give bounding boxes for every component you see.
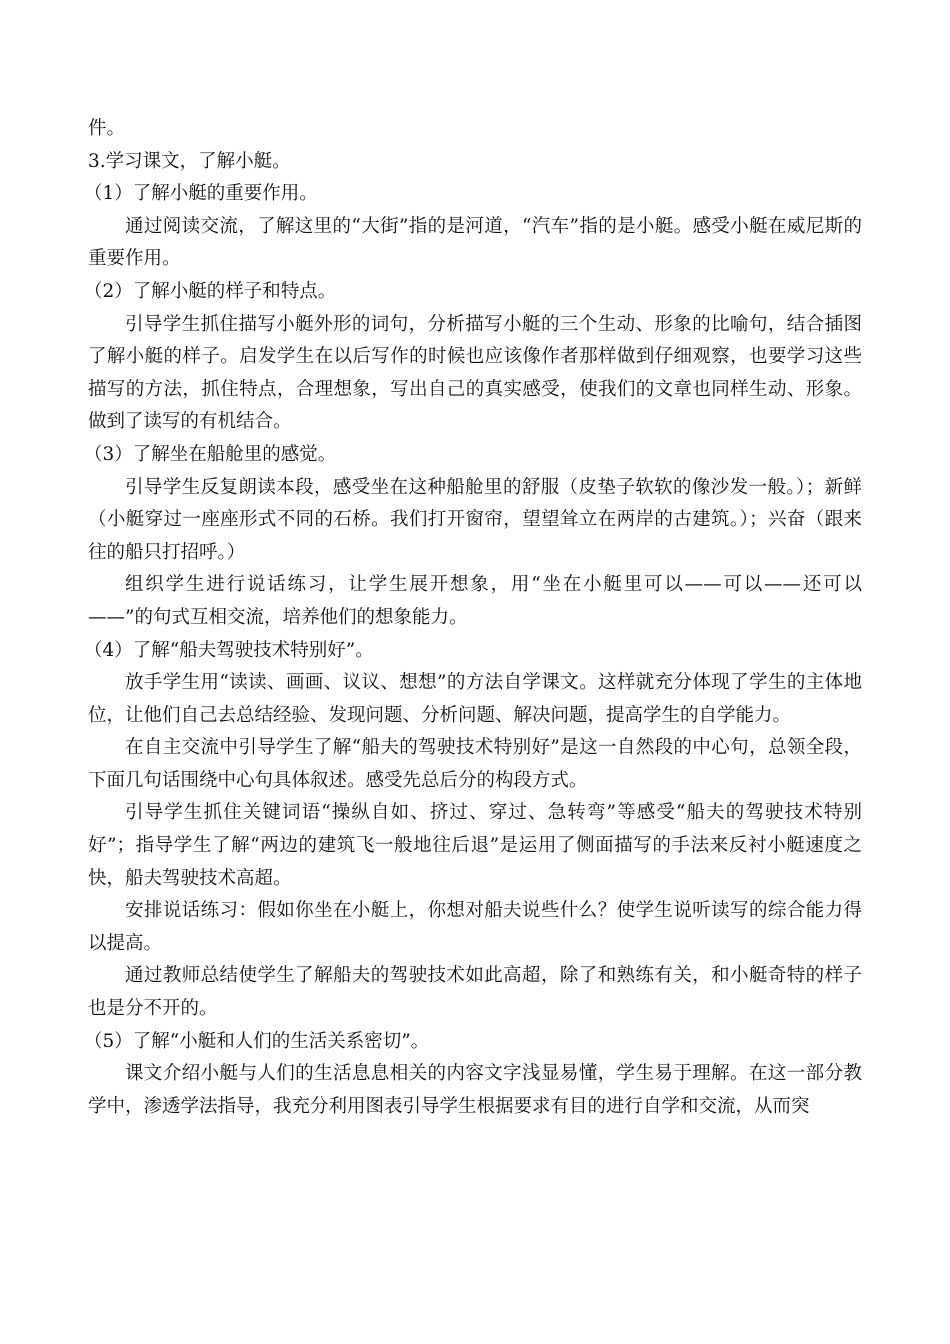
- paragraph: 课文介绍小艇与人们的生活息息相关的内容文字浅显易懂，学生易于理解。在这一部分教学中，渗透学法指导，我充分利用图表引导学生根据要求有目的进行自学和交流，从而突: [88, 1063, 862, 1117]
- paragraph: 在自主交流中引导学生了解“船夫的驾驶技术特别好”是这一自然段的中心句，总领全段，下面几句话围绕中心句具体叙述。感受先总后分的构段方式。: [88, 737, 862, 791]
- section-heading: 3.学习课文，了解小艇。: [88, 150, 291, 172]
- paragraph: 通过阅读交流，了解这里的“大街”指的是河道，“汽车”指的是小艇。感受小艇在威尼斯的重要作用。: [88, 215, 862, 270]
- paragraph: 安排说话练习：假如你坐在小艇上，你想对船夫说些什么？使学生说听读写的综合能力得以提高。: [88, 900, 862, 954]
- paragraph: 引导学生抓住描写小艇外形的词句，分析描写小艇的三个生动、形象的比喻句，结合插图了解小艇的样子。启发学生在以后写作的时候也应该像作者那样做到仔细观察，也要学习这些描写的方法，抓住特点，合理想象，写出自己的真实感受，使我们的文章也同样生动、形象。做到了读写的有机结合。: [88, 313, 862, 433]
- paragraph: 件。: [88, 118, 126, 139]
- paragraph: 放手学生用“读读、画画、议议、想想”的方法自学课文。这样就充分体现了学生的主体地位，让他们自己去总结经验、发现问题、分析问题、解决问题，提高学生的自学能力。: [88, 672, 862, 726]
- subsection-heading: （3）了解坐在船舱里的感觉。: [84, 443, 337, 465]
- subsection-heading: （1）了解小艇的重要作用。: [84, 183, 318, 205]
- subsection-heading: （2）了解小艇的样子和特点。: [84, 280, 337, 302]
- paragraph: 引导学生抓住关键词语“操纵自如、挤过、穿过、急转弯”等感受“船夫的驾驶技术特别好”；指导学生了解“两边的建筑飞一般地往后退”是运用了侧面描写的手法来反衬小艇速度之快，船夫驾驶技术高超。: [88, 802, 862, 889]
- subsection-heading: （4）了解“船夫驾驶技术特别好”。: [84, 639, 374, 661]
- paragraph: 通过教师总结使学生了解船夫的驾驶技术如此高超，除了和熟练有关，和小艇奇特的样子也是分不开的。: [88, 965, 862, 1020]
- paragraph: 引导学生反复朗读本段，感受坐在这种船舱里的舒服（皮垫子软软的像沙发一般。）；新鲜（小艇穿过一座座形式不同的石桥。我们打开窗帘，望望耸立在两岸的古建筑。）；兴奋（跟来往的船只打招呼。）: [88, 476, 862, 563]
- subsection-heading: （5）了解“小艇和人们的生活关系密切”。: [84, 1030, 430, 1052]
- paragraph: 组织学生进行说话练习，让学生展开想象，用“坐在小艇里可以——可以——还可以——”的句式互相交流，培养他们的想象能力。: [88, 574, 862, 628]
- document-body: [84, 113, 862, 1123]
